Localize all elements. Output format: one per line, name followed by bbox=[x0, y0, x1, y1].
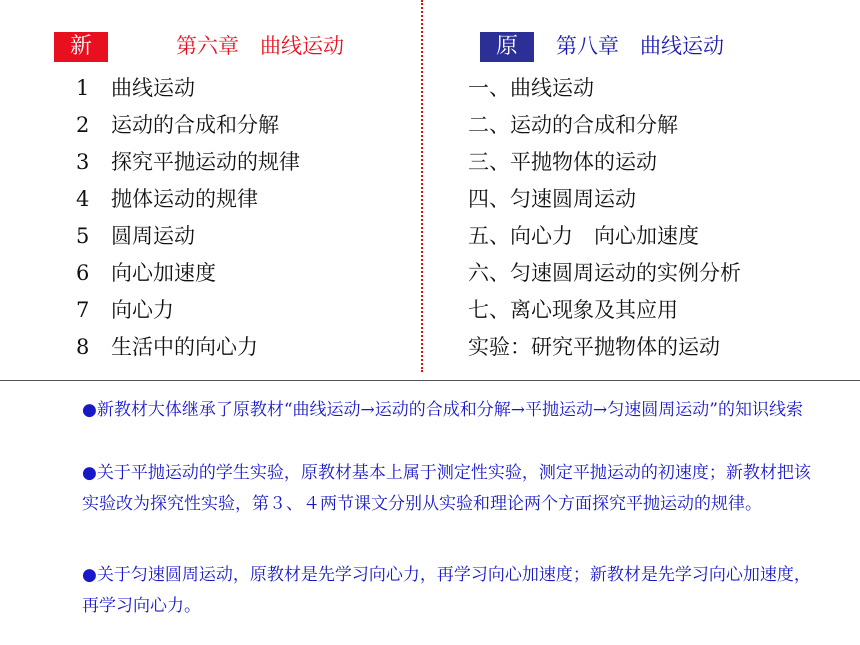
note-experiment bbox=[82, 458, 827, 520]
item-number: 2 bbox=[76, 113, 90, 137]
item-number: 4 bbox=[76, 187, 90, 211]
list-item bbox=[76, 73, 300, 110]
old-chapter-list bbox=[468, 73, 741, 369]
item-label: 向心力 bbox=[111, 298, 174, 322]
list-item bbox=[76, 221, 300, 258]
list-item: 三、平抛物体的运动 bbox=[468, 150, 657, 174]
item-number: 7 bbox=[76, 298, 90, 322]
list-item bbox=[76, 295, 300, 332]
list-item: 六、匀速圆周运动的实例分析 bbox=[468, 261, 741, 285]
new-chapter-list bbox=[76, 73, 300, 369]
new-textbook-badge: 新 bbox=[54, 32, 108, 62]
list-item: 一、曲线运动 bbox=[468, 76, 594, 100]
item-label: 探究平抛运动的规律 bbox=[111, 150, 300, 174]
new-chapter-title: 第六章 曲线运动 bbox=[176, 34, 344, 58]
note-text: 新教材大体继承了原教材“曲线运动→运动的合成和分解→平抛运动→匀速圆周运动”的知识线索 bbox=[96, 400, 803, 420]
list-item bbox=[76, 147, 300, 184]
old-textbook-badge: 原 bbox=[480, 32, 534, 62]
bullet-icon: ● bbox=[82, 400, 97, 420]
item-label: 圆周运动 bbox=[111, 224, 195, 248]
list-item: 二、运动的合成和分解 bbox=[468, 113, 678, 137]
item-label: 抛体运动的规律 bbox=[111, 187, 258, 211]
list-item: 五、向心力 向心加速度 bbox=[468, 224, 699, 248]
column-divider bbox=[421, 0, 423, 372]
note-order bbox=[82, 560, 827, 622]
list-item bbox=[76, 110, 300, 147]
list-item: 四、匀速圆周运动 bbox=[468, 187, 636, 211]
item-number: 3 bbox=[76, 150, 90, 174]
old-chapter-title: 第八章 曲线运动 bbox=[556, 34, 724, 58]
list-item bbox=[76, 332, 300, 369]
bullet-icon: ● bbox=[82, 463, 97, 483]
list-item: 七、离心现象及其应用 bbox=[468, 298, 678, 322]
item-number: 1 bbox=[76, 76, 90, 100]
note-text: 关于匀速圆周运动，原教材是先学习向心力，再学习向心加速度；新教材是先学习向心加速度，再学习向心力。 bbox=[82, 565, 811, 616]
list-item: 实验：研究平抛物体的运动 bbox=[468, 335, 720, 359]
item-number: 8 bbox=[76, 335, 90, 359]
note-inheritance bbox=[82, 395, 827, 426]
item-label: 曲线运动 bbox=[111, 76, 195, 100]
item-number: 5 bbox=[76, 224, 90, 248]
note-text: 关于平抛运动的学生实验，原教材基本上属于测定性实验，测定平抛运动的初速度；新教材把该实验改为探究性实验，第３、４两节课文分别从实验和理论两个方面探究平抛运动的规律。 bbox=[82, 463, 811, 514]
bullet-icon: ● bbox=[82, 565, 97, 585]
section-divider-line bbox=[0, 380, 860, 381]
list-item bbox=[76, 258, 300, 295]
item-label: 生活中的向心力 bbox=[111, 335, 258, 359]
item-number: 6 bbox=[76, 261, 90, 285]
list-item bbox=[76, 184, 300, 221]
item-label: 运动的合成和分解 bbox=[111, 113, 279, 137]
item-label: 向心加速度 bbox=[111, 261, 216, 285]
